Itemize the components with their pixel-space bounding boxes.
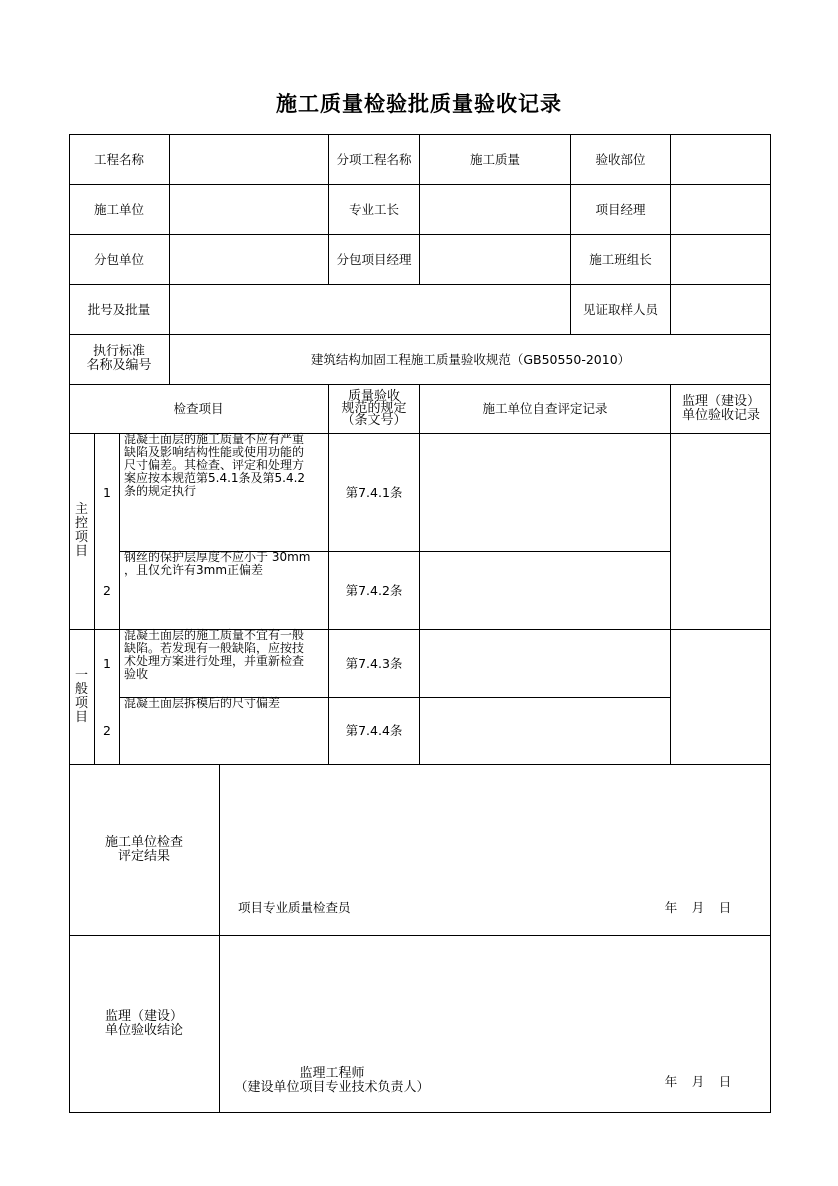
condition-line: 混凝土面层拆模后的尺寸偏差 [124, 696, 281, 710]
construction-conclusion-line: 评定结果 [117, 848, 170, 864]
subcontractor-label: 分包单位 [93, 251, 144, 267]
supervisor-header-line: 监理（建设） [681, 393, 760, 409]
supervisor-header-line: 单位验收记录 [681, 407, 760, 423]
team-leader-field[interactable] [671, 234, 771, 284]
page-title: 施工质量检验批质量验收记录 [276, 92, 562, 116]
item-number: 1 [103, 655, 111, 671]
spec-header-line: 质量验收 [347, 388, 400, 404]
witness-field[interactable] [671, 284, 771, 334]
construction-conclusion-line: 施工单位检查 [104, 834, 183, 850]
supervisor-signer-line: （建设单位项目专业技术负责人） [234, 1080, 430, 1095]
item-number: 1 [103, 484, 111, 500]
date-month: 月 [691, 1073, 705, 1089]
supervisor-conclusion-label [69, 935, 219, 1113]
standard-label-line: 执行标准 [92, 344, 145, 359]
self-check-record-field[interactable] [420, 433, 670, 551]
foreman-field[interactable] [420, 184, 570, 234]
item-clause: 第7.4.1条 [345, 484, 403, 500]
spec-header [329, 384, 419, 433]
condition-line: 钢丝的保护层厚度不应小于 30mm [124, 550, 311, 564]
condition-line: 缺陷。若发现有一般缺陷，应按技 [124, 641, 305, 655]
batch-label: 批号及批量 [87, 301, 151, 317]
condition-line: 缺陷及影响结构性能或使用功能的 [124, 445, 305, 459]
subcontractor-field[interactable] [170, 234, 328, 284]
main-control-char: 目 [74, 544, 88, 559]
acceptance-part-field[interactable] [671, 134, 771, 184]
condition-line: 验收 [124, 667, 149, 681]
date-day: 日 [718, 899, 732, 915]
construction-conclusion-label [69, 764, 219, 935]
constructor-field[interactable] [170, 184, 328, 234]
main-control-char: 项 [74, 530, 88, 545]
condition-line: 尺寸偏差。其检查、评定和处理方 [124, 458, 305, 472]
item-number: 2 [103, 723, 111, 738]
item-clause: 第7.4.3条 [345, 655, 403, 671]
self-check-record-field[interactable] [420, 629, 670, 697]
main-control-char: 主 [74, 502, 88, 517]
condition-line: 案应按本规范第5.4.1条及第5.4.2 [124, 471, 306, 485]
foreman-label: 专业工长 [348, 201, 399, 217]
date-year: 年 [664, 1073, 678, 1089]
self-check-record-field[interactable] [420, 551, 670, 629]
supervisor-record-field[interactable] [671, 433, 771, 629]
date-day: 日 [718, 1073, 732, 1089]
quality-inspector-label: 项目专业质量检查员 [238, 899, 351, 915]
witness-label: 见证取样人员 [582, 301, 658, 317]
condition-line: 条的规定执行 [124, 484, 197, 498]
supervisor-conclusion-line: 监理（建设） [104, 1009, 183, 1024]
project-name-label: 工程名称 [93, 151, 144, 167]
supervisor-signer-line: 监理工程师 [299, 1066, 365, 1081]
date-month: 月 [691, 899, 705, 915]
self-check-header: 施工单位自查评定记录 [482, 401, 608, 416]
main-control-label [69, 433, 94, 629]
main-control-char: 控 [74, 516, 88, 531]
item-condition [120, 629, 328, 697]
spec-header-line: （条文号） [341, 412, 407, 428]
item-condition [120, 551, 328, 629]
team-leader-label: 施工班组长 [589, 251, 652, 267]
constructor-label: 施工单位 [93, 201, 144, 217]
self-check-record-field[interactable] [420, 697, 670, 764]
spec-header-line: 规范的规定 [341, 400, 407, 416]
sub-pm-field[interactable] [420, 234, 570, 284]
condition-line: 混凝土面层的施工质量不宜有一般 [124, 628, 305, 642]
general-label [69, 629, 94, 764]
project-manager-label: 项目经理 [595, 201, 646, 217]
supervisor-record-header [671, 384, 771, 433]
item-condition [120, 697, 328, 764]
condition-line: 混凝土面层的施工质量不应有严重 [124, 432, 305, 446]
item-number: 2 [103, 582, 111, 598]
supervisor-record-field[interactable] [671, 629, 771, 764]
general-char: 项 [74, 695, 88, 711]
condition-line: 术处理方案进行处理，并重新检查 [124, 654, 305, 668]
item-condition [120, 433, 328, 551]
acceptance-part-label: 验收部位 [595, 151, 646, 167]
date-year: 年 [664, 899, 678, 915]
condition-line: ，且仅允许有3mm正偏差 [124, 563, 264, 577]
supervisor-signer [232, 1066, 432, 1096]
inspection-item-header: 检查项目 [173, 401, 224, 416]
item-clause: 第7.4.4条 [345, 723, 403, 738]
supervisor-conclusion-line: 单位验收结论 [104, 1023, 183, 1038]
project-name-field[interactable] [170, 134, 328, 184]
standard-label-line: 名称及编号 [86, 358, 152, 373]
sub-pm-label: 分包项目经理 [336, 251, 412, 267]
general-char: 目 [74, 709, 88, 725]
project-manager-field[interactable] [671, 184, 771, 234]
general-char: 一 [74, 667, 88, 683]
sub-project-label: 分项工程名称 [336, 151, 412, 167]
standard-label [69, 334, 169, 384]
standard-value: 建筑结构加固工程施工质量验收规范（GB50550-2010） [310, 351, 631, 367]
sub-project-field[interactable]: 施工质量 [469, 151, 520, 167]
item-clause: 第7.4.2条 [345, 582, 403, 598]
batch-field[interactable] [170, 284, 570, 334]
general-char: 般 [74, 681, 88, 697]
